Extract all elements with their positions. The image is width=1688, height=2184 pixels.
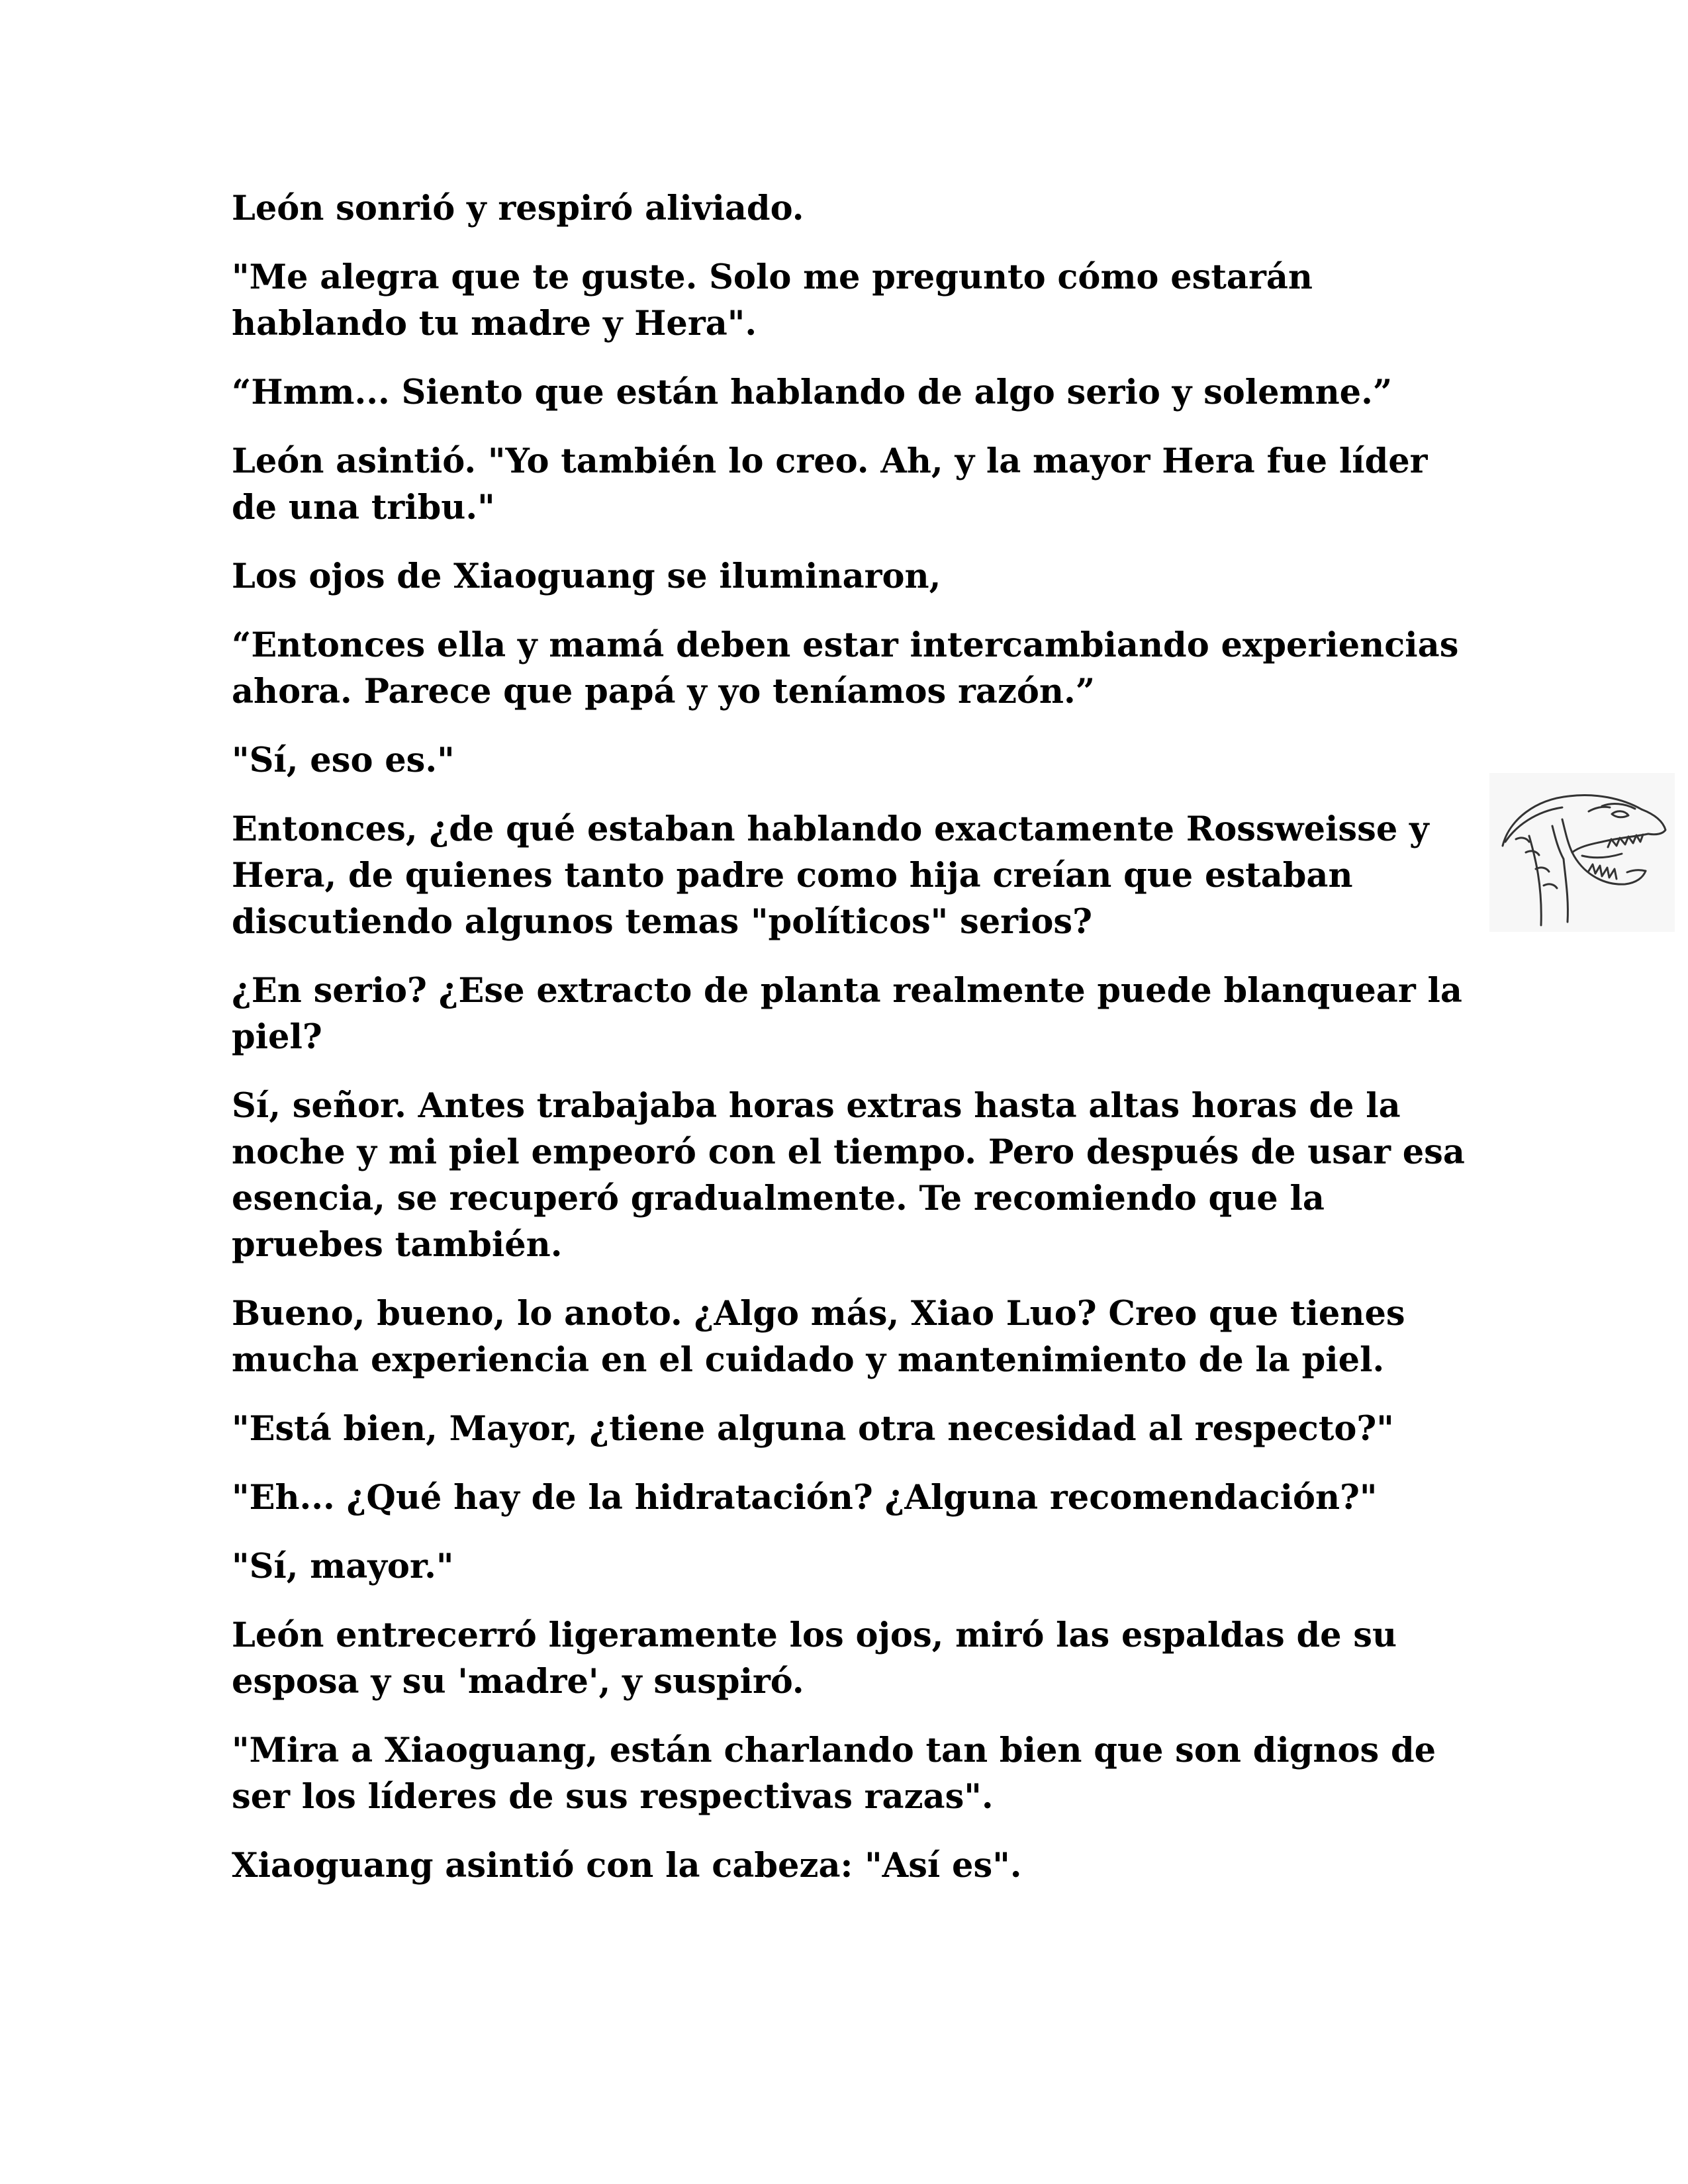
paragraph: "Está bien, Mayor, ¿tiene alguna otra necesidad al respecto?" (232, 1409, 1394, 1449)
paragraph: "Sí, eso es." (232, 741, 455, 780)
paragraph: Entonces, ¿de qué estaban hablando exactamente Rossweisse y Hera, de quienes tanto padre como hija creían que estaban discutiendo algunos temas "políticos" serios? (232, 809, 1429, 942)
paragraph: "Me alegra que te guste. Solo me pregunto cómo estarán hablando tu madre y Hera". (232, 257, 1313, 343)
dinosaur-logo (1489, 773, 1675, 932)
paragraph: "Sí, mayor." (232, 1547, 454, 1586)
paragraph: León entrecerró ligeramente los ojos, miró las espaldas de su esposa y su 'madre', y suspiró. (232, 1615, 1397, 1702)
paragraph: “Entonces ella y mamá deben estar intercambiando experiencias ahora. Parece que papá y yo teníamos razón.” (232, 625, 1459, 711)
paragraph: Sí, señor. Antes trabajaba horas extras hasta altas horas de la noche y mi piel empeoró con el tiempo. Pero después de usar esa esencia, se recuperó gradualmente. Te recomiendo que la pruebes también. (232, 1086, 1465, 1265)
paragraph: “Hmm... Siento que están hablando de algo serio y solemne.” (232, 373, 1393, 412)
paragraph: "Mira a Xiaoguang, están charlando tan bien que son dignos de ser los líderes de sus respectivas razas". (232, 1731, 1436, 1817)
paragraph: Los ojos de Xiaoguang se iluminaron, (232, 557, 941, 596)
dinosaur-head-icon (1489, 773, 1675, 932)
paragraph: "Eh... ¿Qué hay de la hidratación? ¿Alguna recomendación?" (232, 1478, 1378, 1518)
paragraph: Xiaoguang asintió con la cabeza: "Así es". (232, 1846, 1022, 1886)
paragraph: ¿En serio? ¿Ese extracto de planta realmente puede blanquear la piel? (232, 971, 1462, 1057)
paragraph: León sonrió y respiró aliviado. (232, 189, 804, 228)
document-body (232, 185, 1470, 1911)
paragraph: León asintió. "Yo también lo creo. Ah, y la mayor Hera fue líder de una tribu." (232, 441, 1428, 527)
paragraph: Bueno, bueno, lo anoto. ¿Algo más, Xiao Luo? Creo que tienes mucha experiencia en el cuidado y mantenimiento de la piel. (232, 1294, 1405, 1380)
